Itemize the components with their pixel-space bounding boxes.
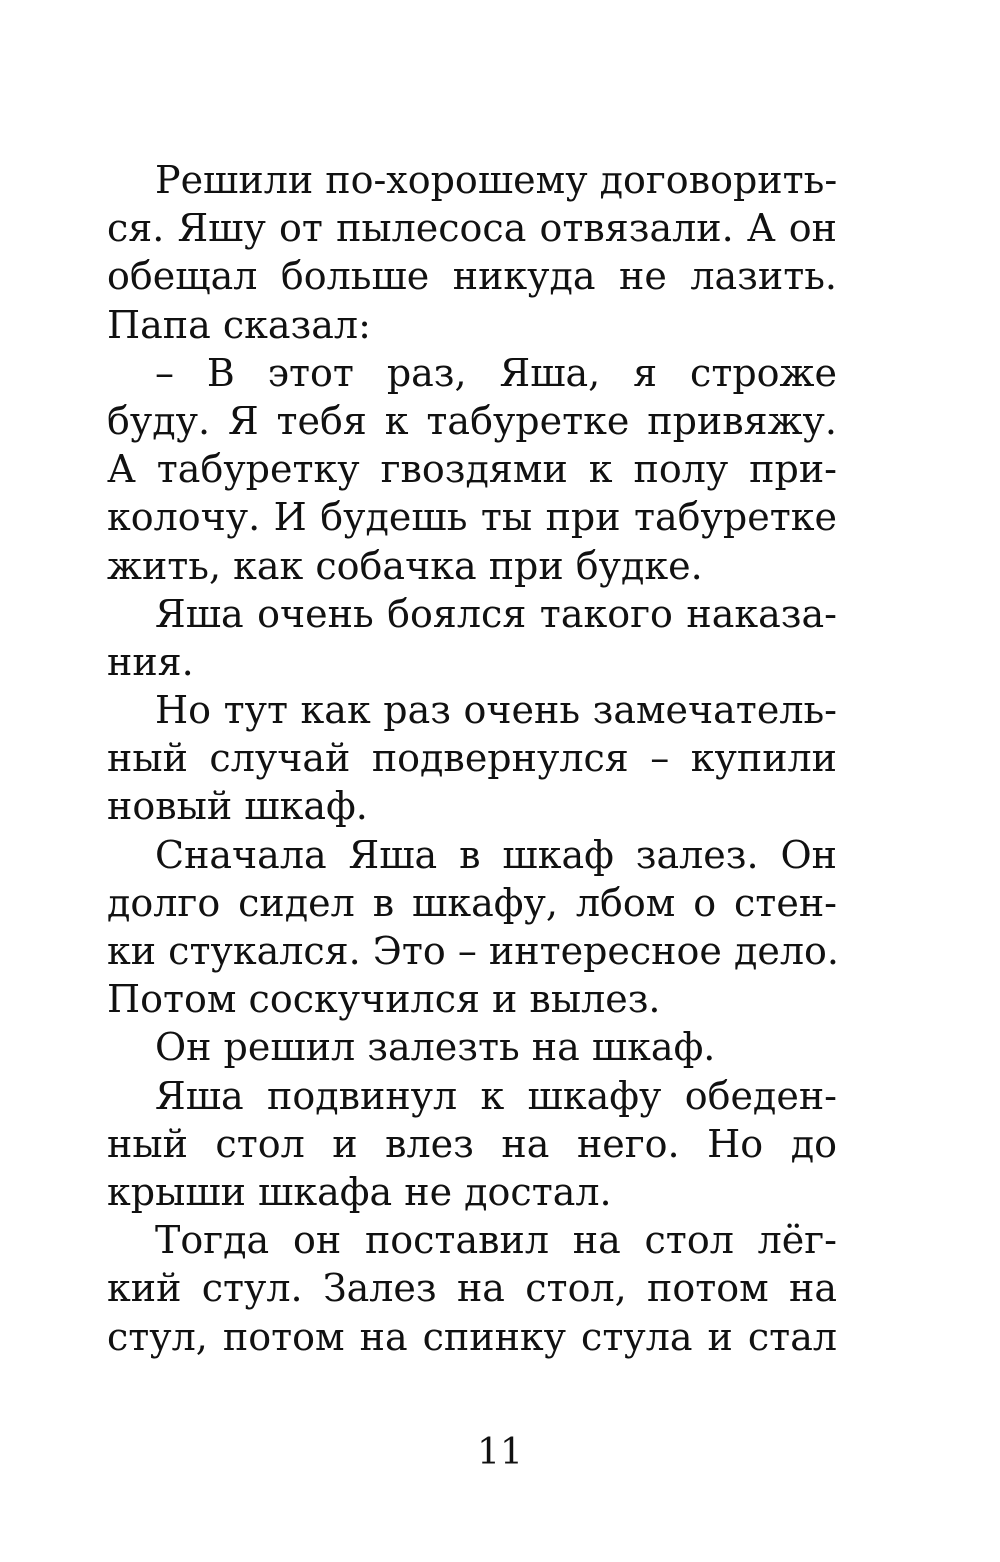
text-line: ния. <box>107 639 194 684</box>
text-line: новый шкаф. <box>107 784 368 829</box>
text-line: обещал больше никуда не лазить. <box>107 254 837 299</box>
text-line: Тогда он поставил на стол лёг- <box>155 1218 837 1263</box>
body-text <box>107 156 837 1361</box>
text-line: ный случай подвернулся – купили <box>107 736 837 781</box>
text-line: стул, потом на спинку стула и стал <box>107 1314 837 1359</box>
text-line: – В этот раз, Яша, я строже <box>155 350 837 395</box>
text-line: колочу. И будешь ты при табуретке <box>107 495 837 540</box>
text-line: ки стукался. Это – интересное дело. <box>107 929 839 973</box>
text-line: долго сидел в шкафу, лбом о стен- <box>107 880 837 925</box>
text-line: Сначала Яша в шкаф залез. Он <box>155 832 837 877</box>
text-line: Яша очень боялся такого наказа- <box>155 591 837 636</box>
text-line: Но тут как раз очень замечатель- <box>155 688 837 733</box>
text-line: А табуретку гвоздями к полу при- <box>107 447 837 492</box>
page-number: 11 <box>477 1432 523 1473</box>
text-line: жить, как собачка при будке. <box>107 543 703 588</box>
text-line: кий стул. Залез на стол, потом на <box>107 1266 837 1311</box>
text-line: Яша подвинул к шкафу обеден- <box>155 1073 837 1118</box>
text-line: ся. Яшу от пылесоса отвязали. А он <box>107 206 837 251</box>
text-line: ный стол и влез на него. Но до <box>107 1121 837 1166</box>
text-line: буду. Я тебя к табуретке привяжу. <box>107 398 837 443</box>
text-line: Решили по-хорошему договорить- <box>155 158 838 202</box>
text-line: Он решил залезть на шкаф. <box>155 1025 716 1070</box>
text-line: Потом соскучился и вылез. <box>107 977 661 1022</box>
text-line: крыши шкафа не достал. <box>107 1169 612 1214</box>
text-line: Папа сказал: <box>107 302 371 347</box>
